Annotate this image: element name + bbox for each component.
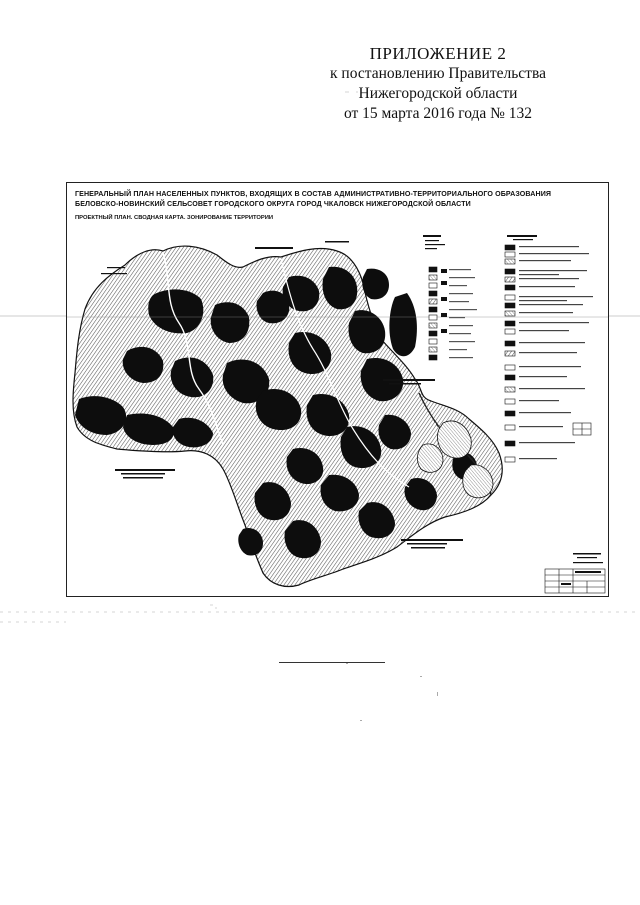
decree-date: от 15 марта 2016 года № 132 — [343, 105, 533, 122]
map-title-line1: ГЕНЕРАЛЬНЫЙ ПЛАН НАСЕЛЕННЫХ ПУНКТОВ, ВХОДЯЩИХ В СОСТАВ АДМИНИСТРАТИВНО-ТЕРРИТОРИАЛЬНОГО ОБРАЗОВАНИЯ — [75, 190, 552, 198]
general-plan-map-sheet — [66, 182, 609, 597]
zoning-map — [67, 183, 609, 597]
map-title — [75, 189, 600, 209]
appendix-title: ПРИЛОЖЕНИЕ 2 — [369, 44, 507, 63]
map-subtitle: ПРОЕКТНЫЙ ПЛАН. СВОДНАЯ КАРТА. ЗОНИРОВАНИЕ ТЕРРИТОРИИ — [75, 215, 274, 221]
region-name: Нижегородской области — [358, 85, 518, 102]
map-title-line2: БЕЛОВСКО-НОВИНСКИЙ СЕЛЬСОВЕТ ГОРОДСКОГО ОКРУГА ГОРОД ЧКАЛОВСК НИЖЕГОРОДСКОЙ ОБЛАСТИ — [75, 200, 471, 208]
title-block — [545, 569, 605, 593]
decree-reference: к постановлению Правительства — [330, 65, 546, 82]
signature-rule — [279, 662, 385, 663]
